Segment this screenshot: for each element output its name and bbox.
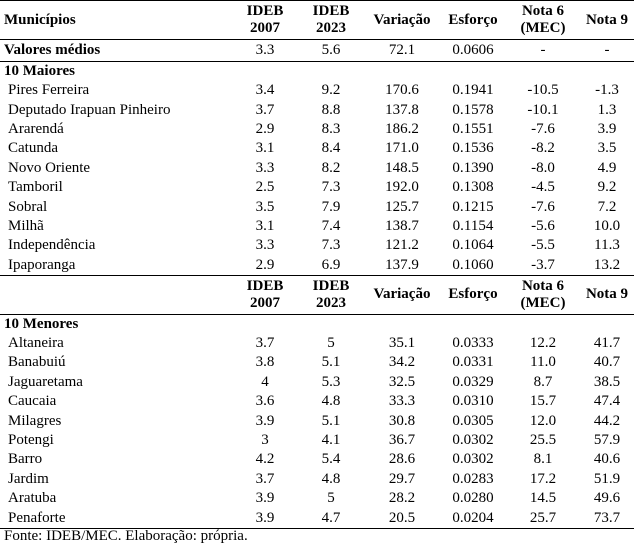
header-ideb-2007-line-2: 2007 <box>250 20 280 36</box>
cell-value: 33.3 <box>388 393 416 410</box>
cell-value: 3.1 <box>255 140 275 157</box>
cell-value: 148.5 <box>385 159 419 176</box>
table-row <box>0 353 634 372</box>
cell-value: 7.3 <box>321 179 341 196</box>
municipio-name: Ararendá <box>8 120 64 137</box>
table-row <box>0 508 634 528</box>
cell-value: 5.3 <box>321 373 341 390</box>
table-row <box>0 392 634 411</box>
cell-value: 4.2 <box>255 451 275 468</box>
cell-value: 0.1154 <box>452 217 494 234</box>
average-value: - <box>506 40 580 62</box>
cell-value: 28.6 <box>388 451 416 468</box>
cell-value: -1.3 <box>595 82 619 99</box>
cell-value: 137.8 <box>385 101 419 118</box>
header-variacao: Variação <box>364 275 440 314</box>
municipio-name: Aratuba <box>8 490 57 507</box>
cell-value: 57.9 <box>593 432 621 449</box>
cell-value: 0.0204 <box>440 508 506 528</box>
average-row <box>0 40 634 62</box>
cell-value: 4.8 <box>321 393 341 410</box>
cell-value: 2.9 <box>255 120 275 137</box>
cell-value: 3.9 <box>255 490 275 507</box>
municipio-name: Caucaia <box>8 393 57 410</box>
cell-value: 35.1 <box>388 335 416 352</box>
cell-value: 0.0305 <box>452 412 494 429</box>
cell-value: 192.0 <box>385 179 419 196</box>
table-row <box>0 159 634 178</box>
table-row <box>0 373 634 392</box>
cell-value: 3.8 <box>255 354 275 371</box>
municipio-name: Novo Oriente <box>8 159 91 176</box>
municipio-name: Pires Ferreira <box>8 82 90 99</box>
municipio-name: Banabuiú <box>8 354 66 371</box>
cell-value: 4.1 <box>321 432 341 449</box>
cell-value: 0.0283 <box>452 470 494 487</box>
header-variacao: Variação <box>364 1 440 40</box>
average-value: 5.6 <box>298 40 364 62</box>
cell-value: 40.7 <box>593 354 621 371</box>
header-ideb-2007 <box>232 1 298 40</box>
cell-value: 0.0329 <box>452 373 494 390</box>
cell-value: 3.4 <box>255 82 275 99</box>
municipio-name: Ipaporanga <box>0 256 232 276</box>
cell-value: 171.0 <box>385 140 419 157</box>
cell-value: 3.3 <box>255 237 275 254</box>
cell-value: 3.5 <box>255 198 275 215</box>
table-row <box>0 139 634 158</box>
municipio-name: Milagres <box>8 412 62 429</box>
header-nota-6 <box>506 275 580 314</box>
section-row-bottom <box>0 314 634 334</box>
table-row <box>0 470 634 489</box>
cell-value: 41.7 <box>593 335 621 352</box>
cell-value: 12.0 <box>529 412 557 429</box>
cell-value: 170.6 <box>385 82 419 99</box>
cell-value: 0.1060 <box>440 256 506 276</box>
cell-value: 11.3 <box>594 237 620 254</box>
header-nota-9: Nota 9 <box>580 275 634 314</box>
cell-value: 32.5 <box>388 373 416 390</box>
header-nota-6 <box>506 1 580 40</box>
cell-value: 8.7 <box>533 373 553 390</box>
table-row <box>0 81 634 100</box>
cell-value: 8.3 <box>321 120 341 137</box>
cell-value: 25.7 <box>506 508 580 528</box>
average-value: 72.1 <box>364 40 440 62</box>
cell-value: 7.4 <box>321 217 341 234</box>
cell-value: 10.0 <box>593 217 621 234</box>
municipio-name: Penaforte <box>0 508 232 528</box>
cell-value: 7.9 <box>321 198 341 215</box>
cell-value: 0.0333 <box>452 335 494 352</box>
municipio-name: Jardim <box>8 470 49 487</box>
cell-value: 3.7 <box>255 470 275 487</box>
table-body <box>0 1 634 529</box>
cell-value: 0.1215 <box>452 198 494 215</box>
cell-value: 17.2 <box>529 470 557 487</box>
cell-value: 0.1536 <box>452 140 494 157</box>
cell-value: 8.8 <box>321 101 341 118</box>
cell-value: -4.5 <box>531 179 555 196</box>
cell-value: 5 <box>327 490 335 507</box>
municipio-name: Independência <box>8 237 96 254</box>
cell-value: 137.9 <box>364 256 440 276</box>
cell-value: 4.7 <box>298 508 364 528</box>
cell-value: 29.7 <box>388 470 416 487</box>
cell-value: 125.7 <box>385 198 419 215</box>
cell-value: 34.2 <box>388 354 416 371</box>
cell-value: 0.1578 <box>452 101 494 118</box>
cell-value: 5 <box>327 335 335 352</box>
header-nota-6-line-1: Nota 6 <box>521 3 565 19</box>
cell-value: 2.5 <box>255 179 275 196</box>
cell-value: 7.3 <box>321 237 341 254</box>
header-ideb-2023-line-2: 2023 <box>316 294 346 311</box>
header-ideb-2007 <box>232 275 298 314</box>
cell-value: 3.9 <box>597 120 617 137</box>
cell-value: 9.2 <box>597 179 617 196</box>
cell-value: 14.5 <box>529 490 557 507</box>
cell-value: 0.0280 <box>452 490 494 507</box>
table-row <box>0 334 634 353</box>
cell-value: 3.9 <box>255 412 275 429</box>
header-ideb-2007-line-2: 2007 <box>250 294 280 311</box>
cell-value: 3 <box>261 432 269 449</box>
municipio-name: Sobral <box>8 198 48 215</box>
cell-value: 30.8 <box>388 412 416 429</box>
cell-value: 0.0302 <box>452 451 494 468</box>
cell-value: 20.5 <box>364 508 440 528</box>
municipio-name: Barro <box>8 451 43 468</box>
cell-value: 49.6 <box>593 490 621 507</box>
cell-value: -5.5 <box>531 237 555 254</box>
cell-value: 186.2 <box>385 120 419 137</box>
header-row <box>0 275 634 314</box>
cell-value: 2.9 <box>232 256 298 276</box>
municipio-name: Milhã <box>8 217 44 234</box>
cell-value: 44.2 <box>593 412 621 429</box>
section-label-top: 10 Maiores <box>4 63 75 79</box>
cell-value: 0.1390 <box>452 159 494 176</box>
cell-value: 38.5 <box>593 373 621 390</box>
header-ideb-2007-line-1: IDEB <box>246 277 284 294</box>
header-ideb-2007-line-1: IDEB <box>246 3 284 19</box>
cell-value: 28.2 <box>388 490 416 507</box>
cell-value: 73.7 <box>580 508 634 528</box>
municipio-name: Tamboril <box>8 179 63 196</box>
cell-value: -8.2 <box>531 140 555 157</box>
cell-value: 5.4 <box>321 451 341 468</box>
header-municipios: Municípios <box>0 1 232 40</box>
header-row <box>0 1 634 40</box>
cell-value: 0.1551 <box>452 120 494 137</box>
cell-value: 1.3 <box>597 101 617 118</box>
table-row <box>0 450 634 469</box>
cell-value: 5.1 <box>321 412 341 429</box>
section-row-top <box>0 62 634 82</box>
cell-value: 8.1 <box>533 451 553 468</box>
cell-value: 36.7 <box>388 432 416 449</box>
header-nota-6-line-2: (MEC) <box>520 294 566 311</box>
table-row <box>0 178 634 197</box>
cell-value: 4.8 <box>321 470 341 487</box>
header-ideb-2023 <box>298 275 364 314</box>
cell-value: 40.6 <box>593 451 621 468</box>
header-ideb-2023-line-1: IDEB <box>312 3 350 19</box>
municipio-name: Catunda <box>8 140 58 157</box>
cell-value: 138.7 <box>385 217 419 234</box>
average-value: - <box>580 40 634 62</box>
table-row <box>0 100 634 119</box>
cell-value: 0.0310 <box>452 393 494 410</box>
cell-value: 4 <box>261 373 269 390</box>
cell-value: 25.5 <box>529 432 557 449</box>
cell-value: 6.9 <box>298 256 364 276</box>
municipio-name: Jaguaretama <box>8 373 83 390</box>
header-esforco: Esforço <box>440 1 506 40</box>
cell-value: 3.1 <box>255 217 275 234</box>
municipio-name: Deputado Irapuan Pinheiro <box>8 101 171 118</box>
header-nota-6-line-2: (MEC) <box>520 20 566 36</box>
header-ideb-2023-line-1: IDEB <box>312 277 350 294</box>
cell-value: 8.4 <box>321 140 341 157</box>
cell-value: -10.1 <box>527 101 559 118</box>
header-esforco: Esforço <box>440 275 506 314</box>
table-row <box>0 411 634 430</box>
header-ideb-2023 <box>298 1 364 40</box>
cell-value: 8.2 <box>321 159 341 176</box>
cell-value: 7.2 <box>597 198 617 215</box>
table-row <box>0 256 634 276</box>
cell-value: 0.1064 <box>452 237 494 254</box>
cell-value: -5.6 <box>531 217 555 234</box>
cell-value: 5.1 <box>321 354 341 371</box>
cell-value: -3.7 <box>506 256 580 276</box>
cell-value: 3.9 <box>232 508 298 528</box>
average-value: 0.0606 <box>440 40 506 62</box>
cell-value: 51.9 <box>593 470 621 487</box>
section-label-bottom: 10 Menores <box>4 315 79 332</box>
cell-value: 3.6 <box>255 393 275 410</box>
table-row <box>0 197 634 216</box>
header-nota-9: Nota 9 <box>580 1 634 40</box>
municipio-name: Potengi <box>8 432 54 449</box>
cell-value: -8.0 <box>531 159 555 176</box>
cell-value: 9.2 <box>321 82 341 99</box>
cell-value: 15.7 <box>529 393 557 410</box>
cell-value: -10.5 <box>527 82 559 99</box>
table-row <box>0 489 634 508</box>
table-row <box>0 217 634 236</box>
table-row <box>0 120 634 139</box>
cell-value: 11.0 <box>530 354 556 371</box>
cell-value: 3.7 <box>255 101 275 118</box>
header-nota-6-line-1: Nota 6 <box>521 277 565 294</box>
cell-value: 3.3 <box>255 159 275 176</box>
municipio-name: Altaneira <box>8 335 64 352</box>
cell-value: -7.6 <box>531 120 555 137</box>
header-ideb-2023-line-2: 2023 <box>316 20 346 36</box>
cell-value: 3.7 <box>255 335 275 352</box>
cell-value: 4.9 <box>597 159 617 176</box>
cell-value: 121.2 <box>385 237 419 254</box>
table-source-note: Fonte: IDEB/MEC. Elaboração: própria. <box>4 528 248 544</box>
cell-value: 0.1308 <box>452 179 494 196</box>
average-value: 3.3 <box>232 40 298 62</box>
cell-value: 0.0302 <box>452 432 494 449</box>
cell-value: 47.4 <box>593 393 621 410</box>
cell-value: 0.0331 <box>452 354 494 371</box>
table-row <box>0 236 634 255</box>
cell-value: 12.2 <box>529 335 557 352</box>
cell-value: 0.1941 <box>452 82 494 99</box>
table-row <box>0 431 634 450</box>
header-municipios <box>0 275 232 314</box>
cell-value: -7.6 <box>531 198 555 215</box>
cell-value: 13.2 <box>580 256 634 276</box>
cell-value: 3.5 <box>597 140 617 157</box>
average-label: Valores médios <box>0 40 232 62</box>
